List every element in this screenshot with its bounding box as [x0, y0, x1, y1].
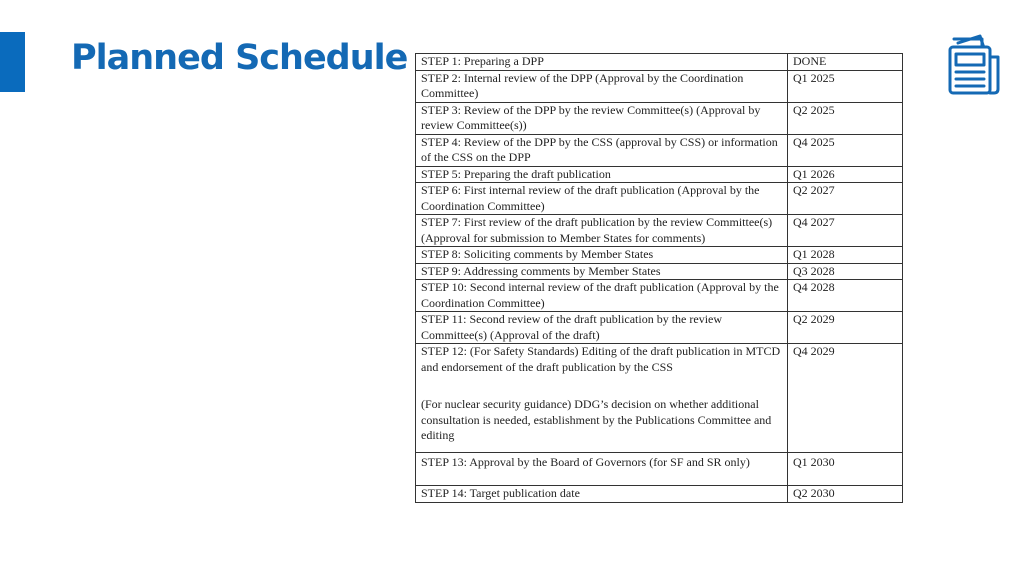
step-cell: STEP 14: Target publication date	[416, 486, 788, 503]
date-cell: Q1 2026	[788, 166, 903, 183]
table-row	[416, 247, 903, 264]
table-row	[416, 166, 903, 183]
date-cell: DONE	[788, 54, 903, 71]
table-row	[416, 280, 903, 312]
step-cell: STEP 11: Second review of the draft publication by the review Committee(s) (Approval of the draft)	[416, 312, 788, 344]
date-cell: Q4 2025	[788, 134, 903, 166]
table-row	[416, 102, 903, 134]
table-row	[416, 70, 903, 102]
date-cell: Q1 2028	[788, 247, 903, 264]
table-row	[416, 344, 903, 453]
date-cell: Q4 2028	[788, 280, 903, 312]
table-row	[416, 183, 903, 215]
table-row	[416, 134, 903, 166]
step-note: (For nuclear security guidance) DDG’s decision on whether additional consultation is needed, establishment by the Publications Committee and editing	[421, 397, 772, 442]
step-cell: STEP 5: Preparing the draft publication	[416, 166, 788, 183]
table-row	[416, 215, 903, 247]
step-cell	[416, 344, 788, 453]
step-cell: STEP 13: Approval by the Board of Governors (for SF and SR only)	[416, 453, 788, 486]
step-cell: STEP 8: Soliciting comments by Member States	[416, 247, 788, 264]
newspaper-icon	[944, 33, 1002, 95]
date-cell: Q1 2030	[788, 453, 903, 486]
date-cell: Q4 2029	[788, 344, 903, 453]
step-cell: STEP 2: Internal review of the DPP (Approval by the Coordination Committee)	[416, 70, 788, 102]
table-row	[416, 312, 903, 344]
date-cell: Q4 2027	[788, 215, 903, 247]
date-cell: Q2 2030	[788, 486, 903, 503]
step-cell: STEP 10: Second internal review of the draft publication (Approval by the Coordination Committee)	[416, 280, 788, 312]
table-row	[416, 54, 903, 71]
step-cell: STEP 4: Review of the DPP by the CSS (approval by CSS) or information of the CSS on the DPP	[416, 134, 788, 166]
date-cell: Q1 2025	[788, 70, 903, 102]
step-cell: STEP 6: First internal review of the draft publication (Approval by the Coordination Committee)	[416, 183, 788, 215]
date-cell: Q2 2025	[788, 102, 903, 134]
accent-bar	[0, 32, 25, 92]
step-cell: STEP 3: Review of the DPP by the review Committee(s) (Approval by review Committee(s))	[416, 102, 788, 134]
step-text: STEP 12: (For Safety Standards) Editing of the draft publication in MTCD and endorsement of the draft publication by the CSS	[421, 344, 781, 374]
date-cell: Q2 2027	[788, 183, 903, 215]
date-cell: Q2 2029	[788, 312, 903, 344]
table-row	[416, 486, 903, 503]
step-cell: STEP 7: First review of the draft publication by the review Committee(s) (Approval for submission to Member States for comments)	[416, 215, 788, 247]
table-row	[416, 263, 903, 280]
schedule-table	[415, 53, 903, 503]
step-cell: STEP 9: Addressing comments by Member States	[416, 263, 788, 280]
date-cell: Q3 2028	[788, 263, 903, 280]
table-row	[416, 453, 903, 486]
page-title: Planned Schedule	[71, 38, 408, 78]
step-cell: STEP 1: Preparing a DPP	[416, 54, 788, 71]
